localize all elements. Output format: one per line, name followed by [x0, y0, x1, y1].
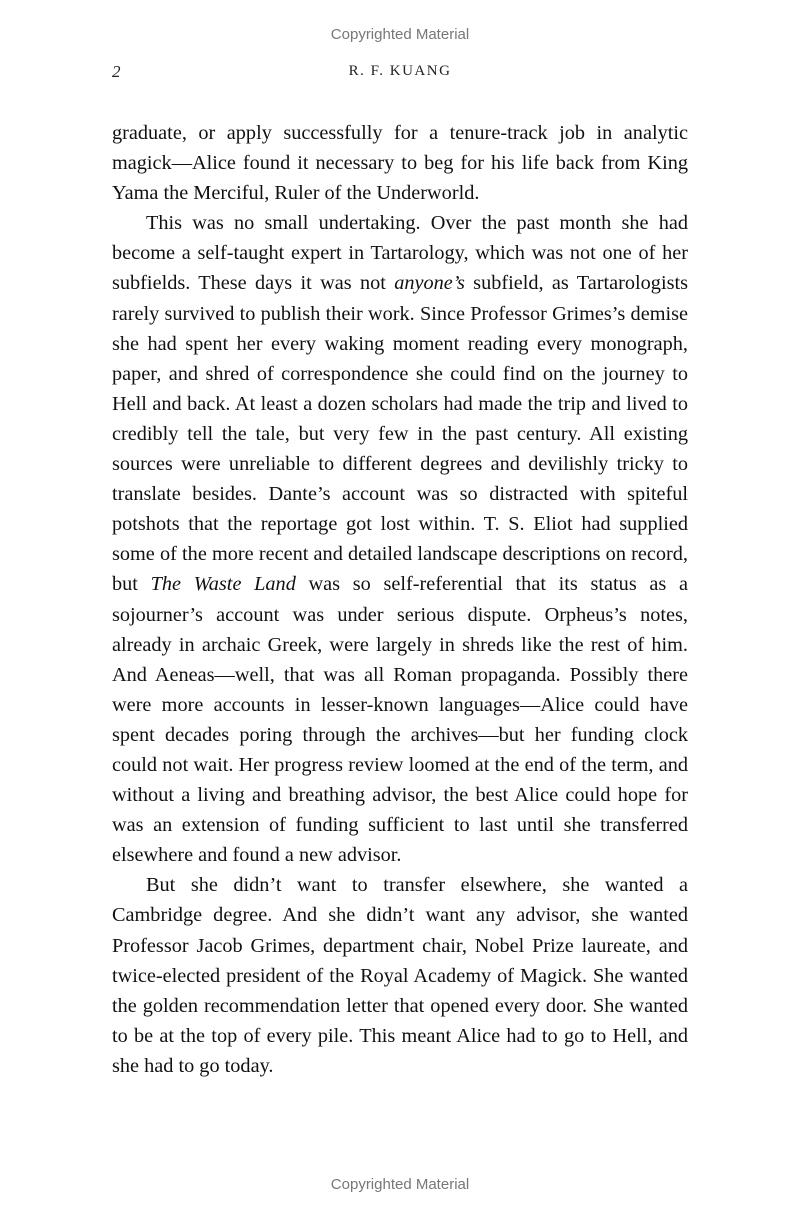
italic-segment: anyone’s	[394, 272, 465, 295]
running-header	[112, 62, 688, 84]
text-segment: graduate, or apply successfully for a tenure-track job in analytic magick—Alice found it necessary to beg for his life back from King Yama the Merciful, Ruler of the Underworld.	[112, 122, 688, 205]
paragraph-3	[112, 870, 688, 1081]
running-title: R. F. KUANG	[348, 63, 452, 79]
page-number: 2	[112, 62, 121, 81]
text-segment: was so self-referential that its status as a sojourner’s account was under serious dispute. Orpheus’s notes, already in archaic Greek, were largely in shreds like the rest of him. And Aeneas—well, that was all Roman propaganda. Possibly there were more accounts in lesser-known languages—Alice could have spent decades poring through the archives—but her funding clock could not wait. Her progress review loomed at the end of the term, and without a living and breathing advisor, the best Alice could hope for was an extension of funding sufficient to last until she transferred elsewhere and found a new advisor.	[112, 573, 688, 867]
body-text	[112, 118, 688, 1081]
paragraph-1	[112, 118, 688, 208]
paragraph-2	[112, 208, 688, 870]
text-segment: subfield, as Tartarologists rarely survived to publish their work. Since Professor Grimes’s demise she had spent her every waking moment reading every monograph, paper, and shred of correspondence she could find on the journey to Hell and back. At least a dozen scholars had made the trip and lived to credibly tell the tale, but very few in the past century. All existing sources were unreliable to different degrees and devilishly tricky to translate besides. Dante’s account was so distracted with spiteful potshots that the reportage got lost within. T. S. Eliot had supplied some of the more recent and detailed landscape descriptions on record, but	[112, 272, 688, 596]
text-segment: But she didn’t want to transfer elsewhere, she wanted a Cambridge degree. And she didn’t want any advisor, she wanted Professor Jacob Grimes, department chair, Nobel Prize laureate, and twice-elected president of the Royal Academy of Magick. She wanted the golden recommendation letter that opened every door. She wanted to be at the top of every pile. This meant Alice had to go to Hell, and she had to go today.	[112, 874, 688, 1077]
text-segment: This was no small undertaking. Over the past month she had become a self-taught expert in Tartarology, which was not one of her subfields. These days it was not	[112, 212, 688, 295]
watermark-top: Copyrighted Material	[330, 26, 470, 43]
watermark-bottom: Copyrighted Material	[330, 1176, 470, 1193]
italic-segment: The Waste Land	[150, 573, 296, 596]
